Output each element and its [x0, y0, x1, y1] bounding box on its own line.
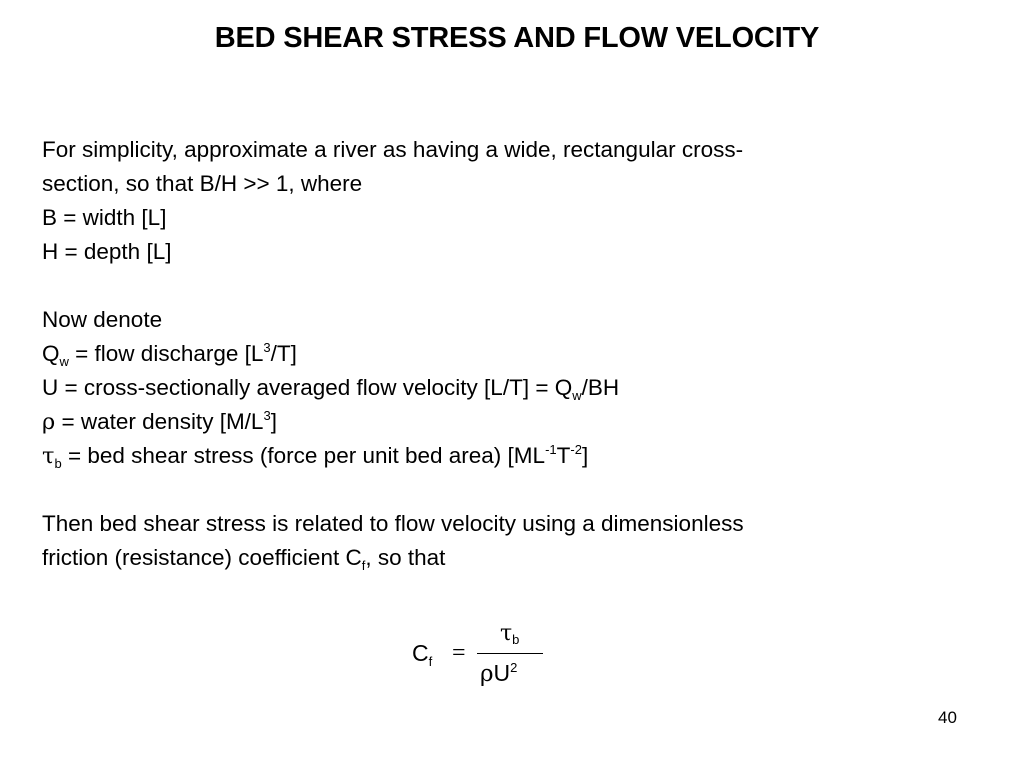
- friction-coefficient-formula: [412, 620, 552, 700]
- rho-definition: = water density [M/L: [55, 409, 264, 434]
- q-definition-end: /T]: [270, 341, 297, 366]
- formula-cf-subscript: f: [428, 654, 433, 669]
- para3-line1: Then bed shear stress is related to flow velocity using a dimensionless: [42, 511, 744, 536]
- formula-u-superscript: 2: [510, 660, 518, 675]
- slide-title: BED SHEAR STRESS AND FLOW VELOCITY: [214, 22, 820, 54]
- definition-shear-stress: [42, 439, 1002, 473]
- formula-numerator: [500, 620, 519, 646]
- formula-cf: C: [412, 640, 429, 666]
- tau-definition-end: ]: [581, 443, 589, 468]
- tau-superscript-1: -1: [545, 442, 557, 457]
- definition-discharge: [42, 337, 1002, 371]
- q-definition: = flow discharge [L: [68, 341, 264, 366]
- u-definition: U = cross-sectionally averaged flow velocity [L/T] = Q: [42, 375, 573, 400]
- rho-symbol: ρ: [42, 409, 56, 435]
- definition-depth: H = depth [L]: [42, 239, 172, 264]
- formula-equals: =: [452, 640, 466, 666]
- slide-body: [42, 133, 1002, 575]
- para3-line2: [42, 541, 1002, 575]
- tau-time-unit: T: [556, 443, 571, 468]
- formula-tau-subscript: b: [512, 632, 520, 647]
- cf-subscript: f: [361, 558, 366, 573]
- definition-density: [42, 405, 1002, 439]
- para1-line2: section, so that B/H >> 1, where: [42, 171, 363, 196]
- tau-symbol: τ: [42, 443, 55, 469]
- para3-line2-end: , so that: [365, 545, 446, 570]
- u-subscript: w: [572, 388, 582, 403]
- q-symbol: Q: [42, 341, 60, 366]
- formula-lhs: [412, 640, 432, 667]
- tau-definition: = bed shear stress (force per unit bed area) [ML: [61, 443, 546, 468]
- q-subscript: w: [59, 354, 69, 369]
- spacer: [42, 473, 1002, 507]
- para2-intro: Now denote: [42, 307, 163, 332]
- rho-definition-end: ]: [270, 409, 277, 434]
- formula-denominator: [480, 660, 517, 687]
- formula-rho: ρ: [480, 661, 494, 687]
- u-definition-end: /BH: [581, 375, 620, 400]
- tau-subscript: b: [54, 456, 62, 471]
- rho-superscript: 3: [263, 408, 271, 423]
- fraction-bar: [477, 653, 543, 654]
- definition-width: B = width [L]: [42, 205, 167, 230]
- q-superscript: 3: [263, 340, 271, 355]
- formula-tau: τ: [500, 621, 513, 646]
- formula-u: U: [493, 660, 511, 686]
- para3-line2-start: friction (resistance) coefficient C: [42, 545, 362, 570]
- spacer: [42, 269, 1002, 303]
- tau-superscript-2: -2: [570, 442, 582, 457]
- para1-line1: For simplicity, approximate a river as having a wide, rectangular cross-: [42, 137, 744, 162]
- page-number: 40: [938, 708, 957, 727]
- definition-velocity: [42, 371, 1002, 405]
